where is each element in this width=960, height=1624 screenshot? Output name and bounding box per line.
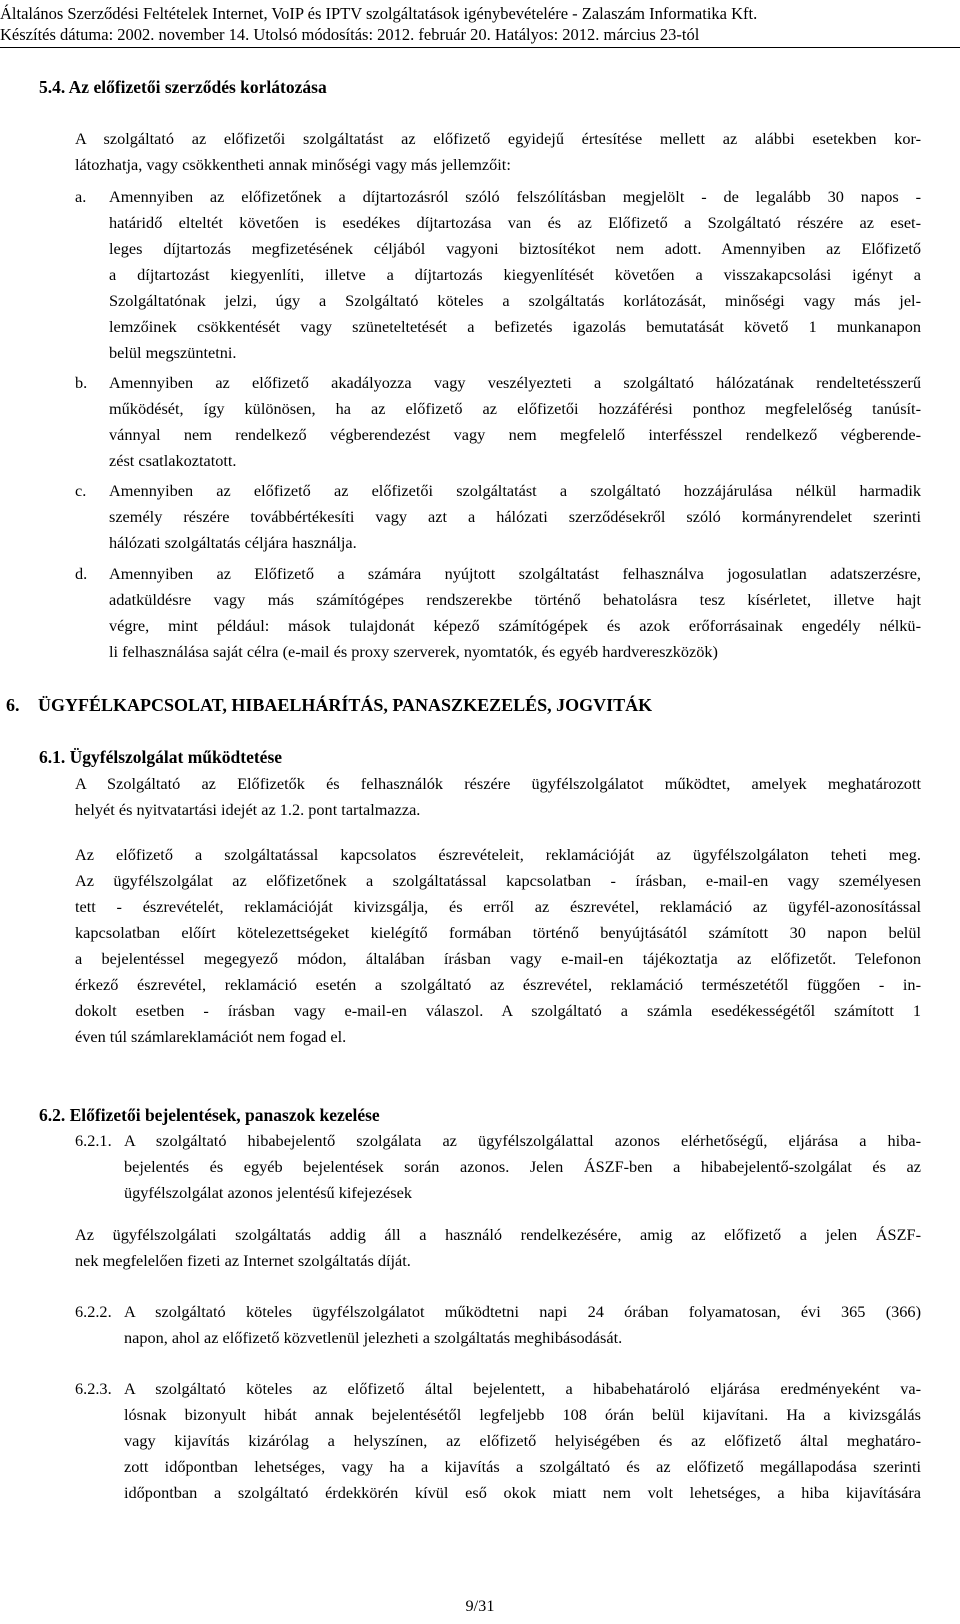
subsection-body: [124, 1128, 921, 1206]
text-line: határidő elteltét követően is esedékes díjtartozása van és az Előfizető a Szolgáltató részére az eset-: [109, 213, 921, 232]
text-line: Amennyiben az Előfizető a számára nyújtott szolgáltatást felhasználva jogosulatlan adatszerzésre,: [109, 564, 921, 583]
section-6-2-para: [75, 1222, 921, 1274]
text-line: dokolt esetben - írásban vagy e-mail-en válaszol. A szolgáltató a számla esedékességétől számított 1: [75, 1001, 921, 1020]
text-line: A Szolgáltató az Előfizetők és felhasználók részére ügyfélszolgálatot működtet, amelyek meghatározott: [75, 774, 921, 793]
text-line: A szolgáltató hibabejelentő szolgálata az ügyfélszolgálattal azonos elérhetőségű, eljárása a hiba-: [124, 1131, 921, 1150]
text-line: kapcsolatban előírt kötelezettségeket kielégítő formában történő benyújtásától számított 30 napon belül: [75, 923, 921, 942]
text-line: látozhatja, vagy csökkentheti annak minőségi vagy más jellemzőit:: [75, 155, 511, 174]
text-line: nek megfelelően fizeti az Internet szolgáltatás díját.: [75, 1251, 411, 1270]
list-item-body: [109, 184, 921, 366]
text-line: bejelentés és egyéb bejelentések során azonos. Jelen ÁSZF-ben a hibabejelentő-szolgálat és az: [124, 1157, 921, 1176]
section-6-1-para-1: [75, 771, 921, 823]
list-item-body: [109, 370, 921, 474]
section-heading: ÜGYFÉLKAPCSOLAT, HIBAELHÁRÍTÁS, PANASZKEZELÉS, JOGVITÁK: [38, 695, 653, 715]
text-line: zott időpontban lehetséges, vagy ha a kijavítás a szolgáltató és az előfizető megállapodása szerinti: [124, 1457, 921, 1476]
list-marker: b.: [75, 373, 88, 392]
text-line: A szolgáltató az előfizetői szolgáltatást az előfizető egyidejű értesítése mellett az alábbi esetekben kor-: [75, 129, 921, 148]
document-header-title: Általános Szerződési Feltételek Internet, VoIP és IPTV szolgáltatások igénybevételére - Zalaszám Informatika Kft.: [0, 4, 758, 23]
text-line: A szolgáltató köteles ügyfélszolgálatot működtetni napi 24 órában folyamatosan, évi 365 (366): [124, 1302, 921, 1321]
list-item-body: [109, 561, 921, 665]
text-line: a bejelentéssel megegyező módon, általában írásban vagy e-mail-en tájékoztatja az előfizetőt. Telefonon: [75, 949, 921, 968]
section-6-2-title: 6.2. Előfizetői bejelentések, panaszok kezelése: [39, 1105, 380, 1125]
text-line: belül megszüntetni.: [109, 343, 237, 362]
text-line: napon, ahol az előfizető közvetlenül jelezheti a szolgáltatás meghibásodását.: [124, 1328, 623, 1347]
text-line: lemzőinek csökkentését vagy szüneteltetését a befizetés igazolás bemutatását követő 1 munkanapon: [109, 317, 921, 336]
list-item-body: [109, 478, 921, 556]
subsection-body: [124, 1376, 921, 1506]
text-line: A szolgáltató köteles az előfizető által bejelentett, a hibabehatároló eljárása eredményeként va-: [124, 1379, 921, 1398]
text-line: Szolgáltatónak jelzi, úgy a Szolgáltató köteles a szolgáltatás korlátozását, minőségi vagy más jel-: [109, 291, 921, 310]
text-line: lósnak bizonyult hibát annak bejelentésétől legfeljebb 108 órán belül kijavítani. Ha a kivizsgálás: [124, 1405, 921, 1424]
text-line: Amennyiben az előfizetőnek a díjtartozásról szóló felszólításban megjelölt - de legalább 30 napos -: [109, 187, 921, 206]
section-5-4-intro: [75, 126, 921, 178]
text-line: időpontban a szolgáltató érdekkörén kívül eső okok miatt nem volt lehetséges, a hiba kijavítására: [124, 1483, 921, 1502]
text-line: li felhasználása saját célra (e-mail és proxy szerverek, nyomtatók, és egyéb hardvereszközök): [109, 642, 718, 661]
text-line: ügyfélszolgálat azonos jelentésű kifejezések: [124, 1183, 412, 1202]
text-line: Amennyiben az előfizető akadályozza vagy veszélyezteti a szolgáltató hálózatának rendeltetésszerű: [109, 373, 921, 392]
subsection-number: 6.2.2.: [75, 1302, 112, 1321]
section-6-title: [6, 694, 652, 716]
header-divider: [0, 47, 960, 48]
text-line: működését, így különösen, ha az előfizető az előfizetői hozzáférési ponthoz megfelelőség tanúsít-: [109, 399, 921, 418]
text-line: adatküldésre vagy más számítógépes rendszerekbe történő behatolásra tesz kísérletet, illetve hajt: [109, 590, 921, 609]
text-line: helyét és nyitvatartási idejét az 1.2. pont tartalmazza.: [75, 800, 421, 819]
text-line: vánnyal nem rendelkező végberendezést vagy nem megfelelő interfésszel rendelkező végberende-: [109, 425, 921, 444]
text-line: a díjtartozást kiegyenlíti, illetve a díjtartozás kiegyenlítését követően a visszakapcsolási igényt a: [109, 265, 921, 284]
page-number: 9/31: [465, 1596, 495, 1615]
text-line: személy részére továbbértékesíti vagy azt a hálózati szerződésekről szóló kormányrendelet szerinti: [109, 507, 921, 526]
subsection-number: 6.2.1.: [75, 1131, 112, 1150]
list-marker: d.: [75, 564, 88, 583]
text-line: zést csatlakoztatott.: [109, 451, 237, 470]
section-5-4-title: 5.4. Az előfizetői szerződés korlátozása: [39, 77, 327, 97]
text-line: Az előfizető a szolgáltatással kapcsolatos észrevételeit, reklamációját az ügyfélszolgálaton teheti meg.: [75, 845, 921, 864]
text-line: hálózati szolgáltatás céljára használja.: [109, 533, 357, 552]
text-line: vagy kijavítás kizárólag a helyszínen, az előfizető helyiségében és az előfizető által meghatáro-: [124, 1431, 921, 1450]
text-line: tett - észrevételét, reklamációját kivizsgálja, és erről az észrevétel, reklamáció az ügyfél-azonosítással: [75, 897, 921, 916]
text-line: éven túl számlareklamációt nem fogad el.: [75, 1027, 347, 1046]
subsection-number: 6.2.3.: [75, 1379, 112, 1398]
document-header-dates: Készítés dátuma: 2002. november 14. Utolsó módosítás: 2012. február 20. Hatályos: 2012. március 23-tól: [0, 25, 700, 44]
text-line: érkező észrevétel, reklamáció esetén a szolgáltató az észrevétel, reklamáció természetétől függően - in-: [75, 975, 921, 994]
section-6-1-title: 6.1. Ügyfélszolgálat működtetése: [39, 747, 283, 767]
text-line: Az ügyfélszolgálat az előfizetőnek a szolgáltatással kapcsolatban - írásban, e-mail-en vagy személyesen: [75, 871, 921, 890]
list-marker: a.: [75, 187, 87, 206]
subsection-body: [124, 1299, 921, 1351]
section-6-1-para-2: [75, 842, 921, 1050]
text-line: végre, mint például: mások tulajdonát képező számítógépek és azok erőforrásainak engedély nélkü-: [109, 616, 921, 635]
text-line: Az ügyfélszolgálati szolgáltatás addig áll a használó rendelkezésére, amig az előfizető a jelen ÁSZF-: [75, 1225, 921, 1244]
text-line: leges díjtartozás megfizetésének céljából vagyoni biztosítékot nem adott. Amennyiben az Előfizető: [109, 239, 921, 258]
list-marker: c.: [75, 481, 87, 500]
text-line: Amennyiben az előfizető az előfizetői szolgáltatást a szolgáltató hozzájárulása nélkül harmadik: [109, 481, 921, 500]
section-number: 6.: [6, 695, 20, 715]
